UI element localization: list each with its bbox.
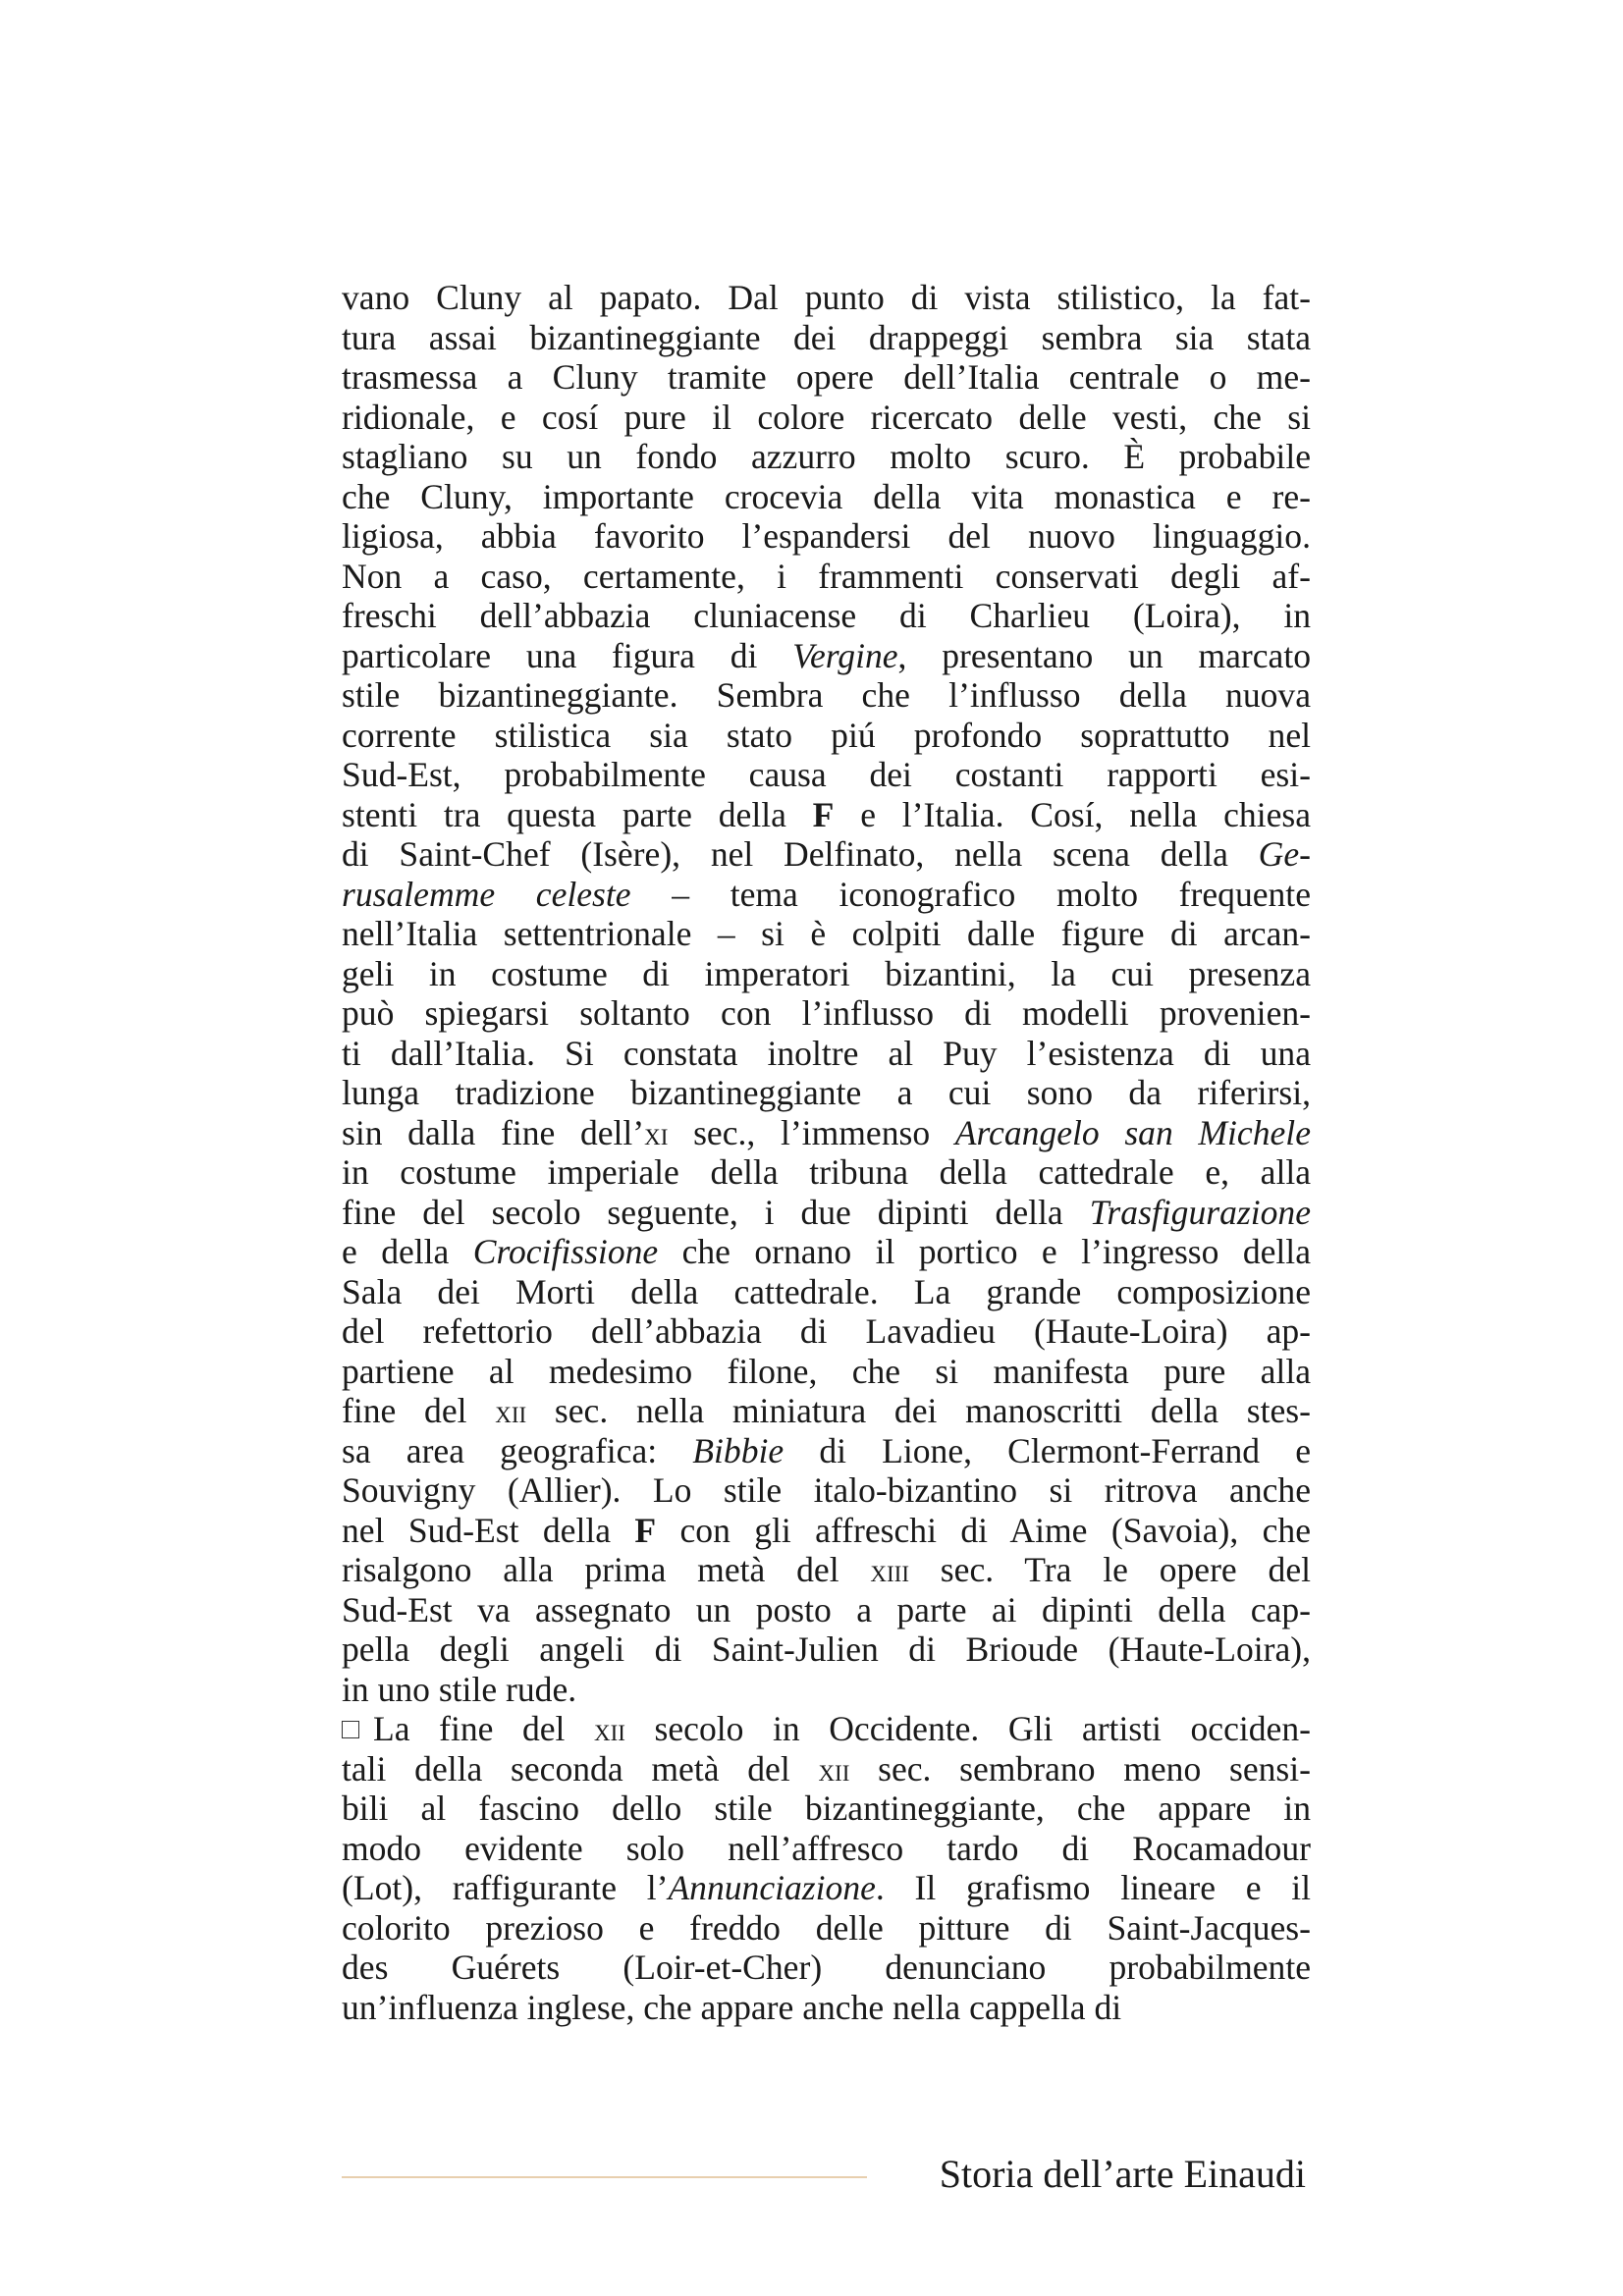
text-run: di Lione, Clermont-Ferrand e bbox=[784, 1430, 1311, 1470]
footer-title: Storia dell’arte Einaudi bbox=[939, 2152, 1306, 2196]
text-line bbox=[342, 1113, 1311, 1153]
text-run: può spiegarsi soltanto con l’influsso di modelli provenien- bbox=[342, 993, 1311, 1033]
text-run: e della bbox=[342, 1232, 473, 1271]
text-run: ligiosa, abbia favorito l’espandersi del nuovo linguaggio. bbox=[342, 516, 1311, 556]
text-run: nel Sud-Est della bbox=[342, 1510, 635, 1550]
body-text bbox=[342, 278, 1311, 2027]
italic-title: Vergine bbox=[792, 635, 898, 675]
text-run: tura assai bizantineggiante dei drappeggi sembra sia stata bbox=[342, 317, 1311, 357]
text-run: fine del secolo seguente, i due dipinti della bbox=[342, 1192, 1090, 1232]
italic-title: rusalemme celeste bbox=[342, 874, 631, 914]
text-run: geli in costume di imperatori bizantini, la cui presenza bbox=[342, 953, 1311, 993]
italic-title: Crocifissione bbox=[472, 1232, 659, 1271]
text-line bbox=[342, 1590, 1311, 1630]
text-run: particolare una figura di bbox=[342, 635, 793, 675]
text-run: ti dall’Italia. Si constata inoltre al Puy l’esistenza di una bbox=[342, 1033, 1311, 1073]
text-run: del refettorio dell’abbazia di Lavadieu (Haute-Loira) ap- bbox=[342, 1311, 1311, 1351]
text-line bbox=[342, 1352, 1311, 1392]
century-numeral: xii bbox=[495, 1395, 527, 1430]
text-line bbox=[342, 914, 1311, 954]
text-run: ridionale, e cosí pure il colore ricercato delle vesti, che si bbox=[342, 397, 1311, 437]
text-run: con gli affreschi di Aime (Savoia), che bbox=[656, 1510, 1312, 1550]
text-line bbox=[342, 1908, 1311, 1949]
italic-title: Arcangelo san Michele bbox=[954, 1112, 1311, 1152]
bold-abbrev: F bbox=[634, 1510, 657, 1550]
text-run: partiene al medesimo filone, che si manifesta pure alla bbox=[342, 1351, 1311, 1391]
text-run: freschi dell’abbazia cluniacense di Charlieu (Loira), in bbox=[342, 596, 1311, 635]
italic-title: Annunciazione bbox=[668, 1868, 876, 1907]
text-run: sec. Tra le opere del bbox=[909, 1550, 1311, 1589]
text-run: un’influenza inglese, che appare anche nella cappella di bbox=[342, 1987, 1122, 2027]
text-run: modo evidente solo nell’affresco tardo di Rocamadour bbox=[342, 1828, 1311, 1868]
text-run: nell’Italia settentrionale – si è colpiti dalle figure di arcan- bbox=[342, 914, 1311, 953]
text-run: sin dalla fine dell’ bbox=[342, 1112, 645, 1152]
text-run: e l’Italia. Cosí, nella chiesa bbox=[834, 794, 1312, 834]
text-line bbox=[342, 875, 1311, 915]
text-run: Sud-Est, probabilmente causa dei costanti rapporti esi- bbox=[342, 755, 1311, 794]
text-line bbox=[342, 437, 1311, 477]
text-run: Souvigny (Allier). Lo stile italo-bizantino si ritrova anche bbox=[342, 1470, 1311, 1510]
text-line bbox=[342, 357, 1311, 398]
text-line bbox=[342, 1550, 1311, 1590]
text-line bbox=[342, 636, 1311, 676]
text-run: Sud-Est va assegnato un posto a parte ai dipinti della cap- bbox=[342, 1589, 1311, 1629]
text-run: stenti tra questa parte della bbox=[342, 794, 813, 834]
text-run: . Il grafismo lineare e il bbox=[875, 1868, 1311, 1907]
text-line bbox=[342, 954, 1311, 994]
century-numeral: xiii bbox=[870, 1554, 909, 1589]
text-line bbox=[342, 1193, 1311, 1233]
text-run: in costume imperiale della tribuna della cattedrale e, alla bbox=[342, 1152, 1311, 1192]
text-run: che ornano il portico e l’ingresso della bbox=[658, 1232, 1311, 1271]
text-line bbox=[342, 278, 1311, 318]
text-run: Non a caso, certamente, i frammenti conservati degli af- bbox=[342, 556, 1311, 596]
text-line bbox=[342, 1670, 1311, 1710]
text-run: trasmessa a Cluny tramite opere dell’Italia centrale o me- bbox=[342, 357, 1311, 397]
text-line bbox=[342, 398, 1311, 438]
text-run: secolo in Occidente. Gli artisti occiden- bbox=[624, 1709, 1311, 1748]
text-line bbox=[342, 1511, 1311, 1551]
text-line bbox=[342, 1470, 1311, 1511]
text-run: sec. nella miniatura dei manoscritti della stes- bbox=[526, 1391, 1311, 1430]
text-line bbox=[342, 1749, 1311, 1789]
text-run: bili al fascino dello stile bizantineggiante, che appare in bbox=[342, 1789, 1311, 1828]
text-line bbox=[342, 596, 1311, 636]
text-run: des Guérets (Loir-et-Cher) denunciano probabilmente bbox=[342, 1948, 1311, 1987]
text-run: risalgono alla prima metà del bbox=[342, 1550, 871, 1589]
text-line bbox=[342, 1789, 1311, 1829]
text-run: pella degli angeli di Saint-Julien di Brioude (Haute-Loira), bbox=[342, 1629, 1311, 1669]
text-run: stile bizantineggiante. Sembra che l’influsso della nuova bbox=[342, 675, 1311, 715]
text-line bbox=[342, 1152, 1311, 1193]
text-line bbox=[342, 1272, 1311, 1312]
text-run: lunga tradizione bizantineggiante a cui sono da riferirsi, bbox=[342, 1073, 1311, 1112]
text-line bbox=[342, 795, 1311, 835]
text-line bbox=[342, 755, 1311, 795]
text-run: stagliano su un fondo azzurro molto scuro. È probabile bbox=[342, 437, 1311, 476]
text-line bbox=[342, 1431, 1311, 1471]
text-line bbox=[342, 1034, 1311, 1074]
text-line bbox=[342, 477, 1311, 517]
text-line bbox=[342, 993, 1311, 1034]
section-marker-icon bbox=[342, 1721, 359, 1738]
text-run: vano Cluny al papato. Dal punto di vista stilistico, la fat- bbox=[342, 278, 1311, 317]
century-numeral: xi bbox=[644, 1116, 669, 1152]
text-line bbox=[342, 318, 1311, 358]
text-run: Sala dei Morti della cattedrale. La grande composizione bbox=[342, 1271, 1311, 1311]
text-run: in uno stile rude. bbox=[342, 1669, 577, 1709]
text-run: sa area geografica: bbox=[342, 1430, 693, 1470]
text-line bbox=[342, 1709, 1311, 1749]
text-run: , presentano un marcato bbox=[897, 635, 1311, 675]
text-run: che Cluny, importante crocevia della vita monastica e re- bbox=[342, 476, 1311, 516]
footer-rule bbox=[342, 2176, 867, 2178]
text-run: sec. sembrano meno sensi- bbox=[849, 1748, 1311, 1789]
text-line bbox=[342, 1988, 1311, 2028]
text-run: sec., l’immenso bbox=[668, 1112, 955, 1152]
century-numeral: xii bbox=[594, 1713, 625, 1748]
century-numeral: xii bbox=[818, 1752, 850, 1789]
text-run: di Saint-Chef (Isère), nel Delfinato, nella scena della bbox=[342, 834, 1259, 874]
text-line bbox=[342, 1948, 1311, 1988]
text-line bbox=[342, 516, 1311, 557]
text-line bbox=[342, 834, 1311, 875]
text-run: corrente stilistica sia stato piú profondo soprattutto nel bbox=[342, 715, 1311, 755]
italic-title: Trasfigurazione bbox=[1089, 1192, 1311, 1232]
text-line bbox=[342, 1391, 1311, 1431]
italic-title: Bibbie bbox=[692, 1430, 784, 1470]
text-run: (Lot), raffigurante l’ bbox=[342, 1868, 669, 1907]
text-line bbox=[342, 1629, 1311, 1670]
text-line bbox=[342, 1232, 1311, 1272]
text-line bbox=[342, 1868, 1311, 1908]
text-line bbox=[342, 1073, 1311, 1113]
italic-title: Ge- bbox=[1258, 834, 1311, 874]
text-run: tali della seconda metà del bbox=[342, 1748, 819, 1789]
text-run: colorito prezioso e freddo delle pitture di Saint-Jacques- bbox=[342, 1907, 1311, 1948]
text-run: fine del bbox=[342, 1391, 496, 1430]
text-line bbox=[342, 557, 1311, 597]
bold-abbrev: F bbox=[812, 794, 835, 834]
text-line bbox=[342, 1829, 1311, 1869]
text-run: – tema iconografico molto frequente bbox=[630, 874, 1311, 914]
text-run: La fine del bbox=[373, 1709, 595, 1748]
text-line bbox=[342, 1311, 1311, 1352]
text-line bbox=[342, 675, 1311, 716]
text-line bbox=[342, 716, 1311, 756]
